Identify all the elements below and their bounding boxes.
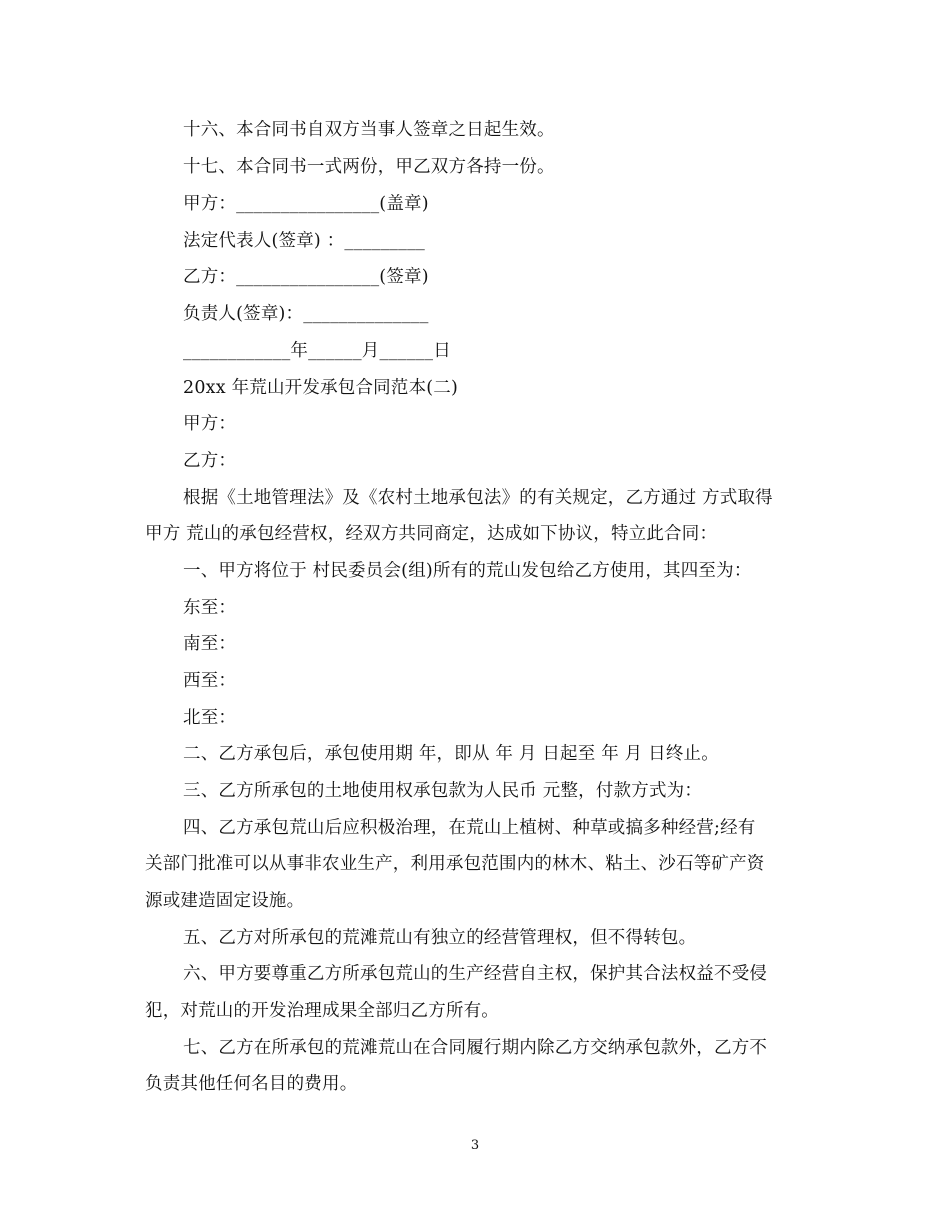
clause-4-line-2: 关部门批准可以从事非农业生产，利用承包范围内的林木、粘土、沙石等矿产资 <box>145 854 765 874</box>
clause-7-line-1: 七、乙方在所承包的荒滩荒山在合同履行期内除乙方交纳承包款外，乙方不 <box>183 1038 768 1058</box>
boundary-south: 南至： <box>183 634 237 654</box>
clause-17: 十七、本合同书一式两份，甲乙双方各持一份。 <box>183 157 555 177</box>
signing-date: ____________年______月______日 <box>183 341 451 361</box>
responsible-person-signature: 负责人(签章)：______________ <box>183 304 429 324</box>
boundary-east: 东至： <box>183 598 237 618</box>
clause-3: 三、乙方所承包的土地使用权承包款为人民币 元整，付款方式为： <box>183 781 703 801</box>
preamble-line-2: 甲方 荒山的承包经营权，经双方共同商定，达成如下协议，特立此合同： <box>145 524 718 544</box>
preamble-line-1: 根据《土地管理法》及《农村土地承包法》的有关规定，乙方通过 方式取得 <box>183 488 773 508</box>
clause-6-line-1: 六、甲方要尊重乙方所承包荒山的生产经营自主权，保护其合法权益不受侵 <box>183 964 768 984</box>
clause-5: 五、乙方对所承包的荒滩荒山有独立的经营管理权，但不得转包。 <box>183 928 697 948</box>
boundary-north: 北至： <box>183 708 237 728</box>
clause-7-line-2: 负责其他任何名目的费用。 <box>145 1074 358 1094</box>
clause-1: 一、甲方将位于 村民委员会(组)所有的荒山发包给乙方使用，其四至为： <box>183 561 752 581</box>
clause-6-line-2: 犯，对荒山的开发治理成果全部归乙方所有。 <box>145 1001 499 1021</box>
clause-4-line-1: 四、乙方承包荒山后应积极治理，在荒山上植树、种草或搞多种经营;经有 <box>183 818 756 838</box>
party-b-signature: 乙方：________________(签章) <box>183 267 429 287</box>
page-number: 3 <box>470 1138 480 1153</box>
party-a-signature: 甲方：________________(盖章) <box>183 194 429 214</box>
clause-16: 十六、本合同书自双方当事人签章之日起生效。 <box>183 120 555 140</box>
section-title: 20xx 年荒山开发承包合同范本(二) <box>183 378 459 398</box>
legal-representative-signature: 法定代表人(签章) ：_________ <box>183 231 425 251</box>
boundary-west: 西至： <box>183 671 237 691</box>
party-a-label: 甲方： <box>183 414 237 434</box>
clause-2: 二、乙方承包后，承包使用期 年，即从 年 月 日起至 年 月 日终止。 <box>183 744 719 764</box>
party-b-label: 乙方： <box>183 451 237 471</box>
clause-4-line-3: 源或建造固定设施。 <box>145 891 305 911</box>
